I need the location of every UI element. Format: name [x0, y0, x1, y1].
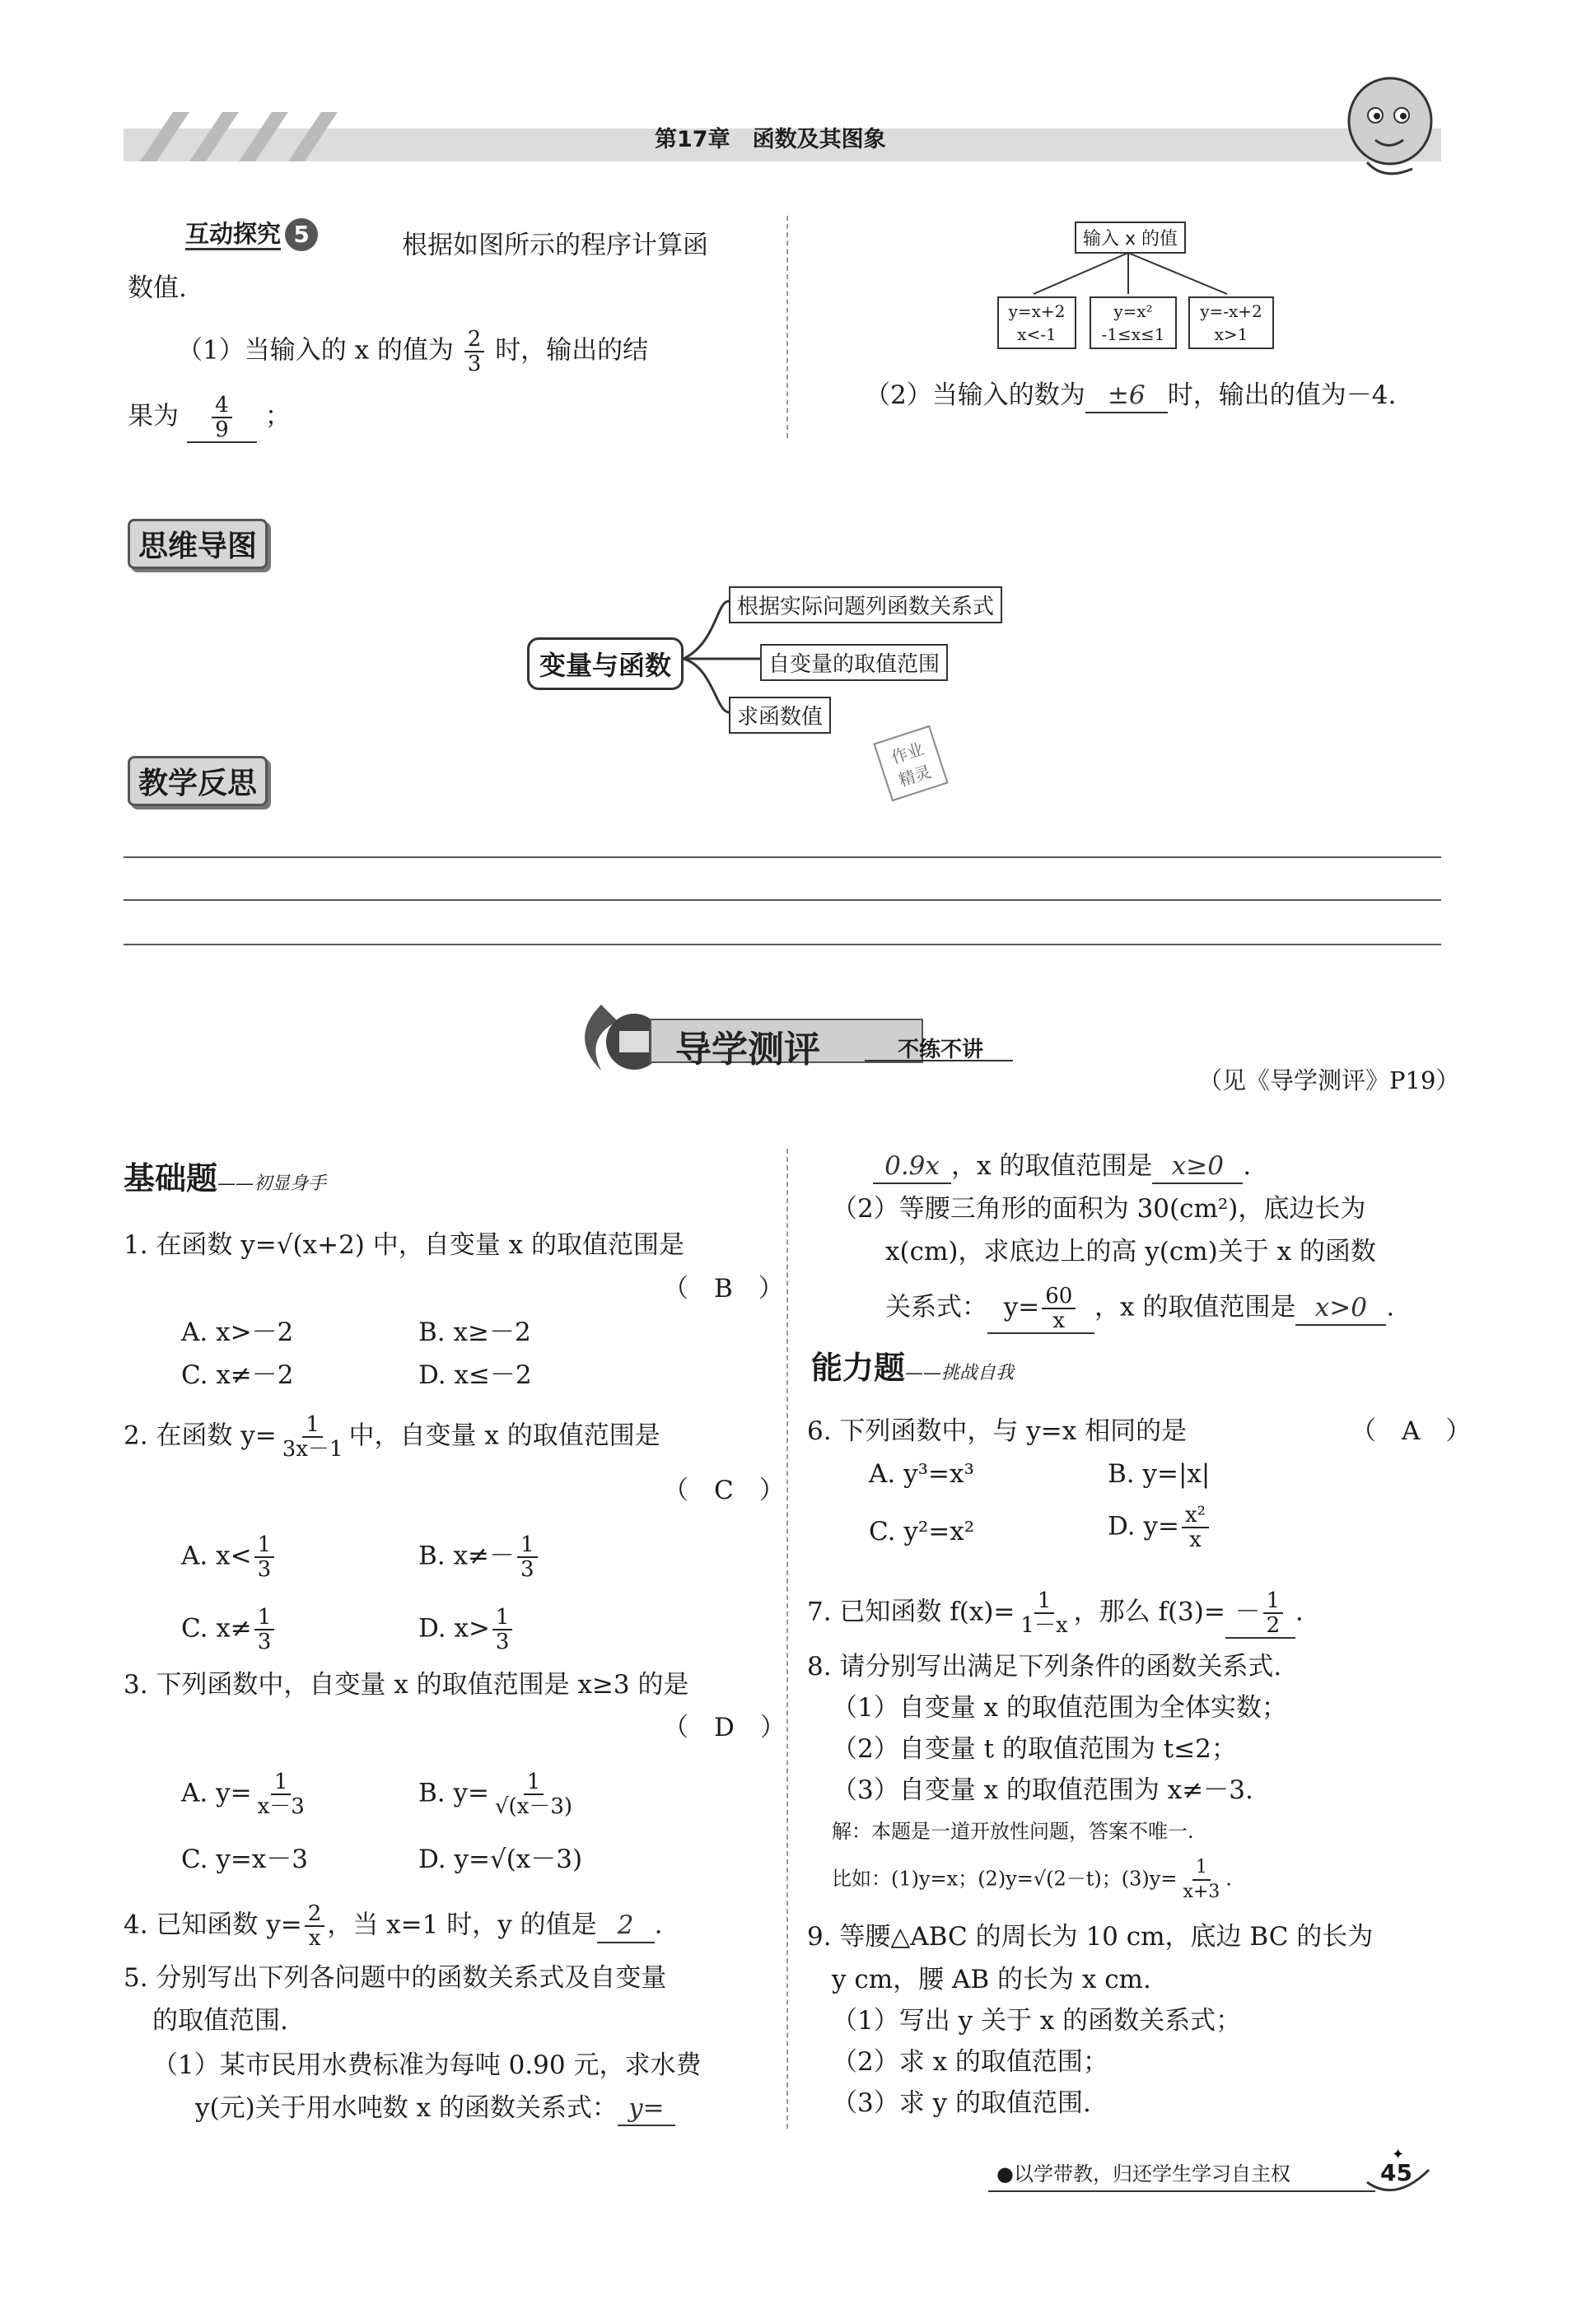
q8-example: 比如：(1)y=x；(2)y=√(2－t)；(3)y= $\frac{1}{x+3}$ .	[832, 1857, 1232, 1902]
banner-title: 导学测评	[675, 1029, 820, 1071]
q2-option-a: A. x< $\frac{1}{3}$	[181, 1533, 277, 1581]
q2-answer: （ C ）	[663, 1476, 785, 1505]
q1-answer: （ B ）	[663, 1274, 784, 1304]
q9-2: （2）求 x 的取值范围；	[832, 2047, 1108, 2077]
q5-2: （2）等腰三角形的面积为 30(cm²)，底边长为	[832, 1194, 1366, 1224]
q9-1: （1）写出 y 关于 x 的函数关系式；	[832, 2006, 1242, 2036]
q1-option-d: D. x≤－2	[418, 1360, 532, 1390]
q8: 8. 请分别写出满足下列条件的函数关系式.	[807, 1652, 1282, 1682]
q6-answer: （ A ）	[1351, 1416, 1472, 1446]
svg-text:✦: ✦	[1392, 2146, 1405, 2163]
mindmap-branch-1: 根据实际问题列函数关系式	[729, 586, 1002, 623]
flow-input: 输入 x 的值	[1075, 222, 1186, 254]
reflect-label: 教学反思	[128, 756, 268, 806]
q9: 9. 等腰△ABC 的周长为 10 cm，底边 BC 的长为	[807, 1922, 1374, 1952]
q9-3: （3）求 y 的取值范围.	[832, 2088, 1091, 2118]
q5: 5. 分别写出下列各问题中的函数关系式及自变量	[124, 1963, 667, 1993]
column-divider-top	[786, 216, 788, 438]
page-number: ✦ 45	[1359, 2141, 1433, 2199]
footer-line	[988, 2190, 1375, 2192]
q3-option-a: A. y= $\frac{1}{x-3}$	[181, 1770, 305, 1819]
reflect-line-1	[124, 856, 1441, 858]
reflect-line-3	[124, 944, 1441, 945]
q5-2-line3: 关系式： y= $\frac{60}{x}$ ，x 的取值范围是 x>0 .	[885, 1284, 1395, 1333]
q3-option-b: B. y= $\frac{1}{√(x-3)}$	[418, 1770, 573, 1819]
q9-line2: y cm，腰 AB 的长为 x cm.	[832, 1965, 1151, 1994]
ability-heading: 能力题——挑战自我	[811, 1350, 1015, 1386]
explore-lead2: 数值.	[128, 273, 187, 303]
mindmap-branch-2: 自变量的取值范围	[760, 644, 948, 681]
q3: 3. 下列函数中，自变量 x 的取值范围是 x≥3 的是	[124, 1670, 689, 1700]
q2-option-d: D. x> $\frac{1}{3}$	[418, 1606, 515, 1654]
chapter-title: 第17章 函数及其图象	[655, 127, 886, 152]
mindmap-center: 变量与函数	[527, 637, 684, 690]
q1: 1. 在函数 y=√(x+2) 中，自变量 x 的取值范围是	[124, 1230, 684, 1260]
q2: 2. 在函数 y= $\frac{1}{3x-1}$ 中，自变量 x 的取值范围是	[124, 1412, 660, 1462]
q4: 4. 已知函数 y= $\frac{2}{x}$ ，当 x=1 时，y 的值是 2 .	[124, 1901, 663, 1951]
q5-1: （1）某市民用水费标准为每吨 0.90 元，求水费	[152, 2050, 702, 2080]
explore-badge: 互动探究 5	[185, 216, 318, 251]
q8-1: （1）自变量 x 的取值范围为全体实数；	[832, 1693, 1287, 1723]
basic-heading: 基础题——初显身手	[124, 1160, 327, 1196]
column-divider	[786, 1149, 788, 2129]
banner-reference: （见《导学测评》P19）	[1198, 1066, 1460, 1094]
q8-3: （3）自变量 x 的取值范围为 x≠－3.	[832, 1775, 1253, 1805]
test-banner	[552, 996, 1013, 1079]
footer-motto: ●以学带教，归还学生学习自主权	[996, 2162, 1290, 2185]
flow-branch-1: y=x+2 x<-1	[997, 296, 1076, 349]
stamp: 作业 精灵	[873, 725, 948, 802]
q3-answer: （ D ）	[663, 1713, 786, 1742]
q5-1-answer: 0.9x ，x 的取值范围是 x≥0 .	[873, 1150, 1251, 1184]
q1-option-c: C. x≠－2	[181, 1360, 294, 1390]
flow-branch-2: y=x² -1≤x≤1	[1090, 296, 1177, 349]
explore-q2: （2）当输入的数为 ±6 时，输出的值为－4.	[865, 379, 1396, 413]
mindmap	[527, 576, 1038, 741]
q1-option-b: B. x≥－2	[418, 1318, 531, 1347]
explore-q1: （1）当输入的 x 的值为 $\frac{2}{3}$ 时，输出的结	[177, 327, 649, 376]
q5-line2: 的取值范围.	[152, 2006, 288, 2036]
mascot-icon	[1334, 70, 1441, 189]
q3-option-c: C. y=x－3	[181, 1845, 309, 1874]
mindmap-branch-3: 求函数值	[729, 697, 831, 734]
flow-branch-3: y=-x+2 x>1	[1188, 296, 1274, 349]
flowchart	[984, 218, 1445, 366]
q5-2-line2: x(cm)，求底边上的高 y(cm)关于 x 的函数	[885, 1237, 1376, 1266]
q1-option-a: A. x>－2	[181, 1318, 294, 1347]
badge-number: 5	[285, 218, 318, 251]
q2-option-c: C. x≠ $\frac{1}{3}$	[181, 1606, 277, 1654]
explore-lead: 根据如图所示的程序计算函	[402, 231, 708, 260]
q8-solution: 解：本题是一道开放性问题，答案不唯一.	[832, 1820, 1194, 1843]
q2-option-b: B. x≠－ $\frac{1}{3}$	[418, 1533, 540, 1581]
q3-option-d: D. y=√(x－3)	[418, 1845, 583, 1874]
explore-q1-answer: 果为 $\frac{4}{9}$ ；	[128, 393, 291, 442]
q5-1-line2: y(元)关于用水吨数 x 的函数关系式： y=	[195, 2092, 675, 2126]
q8-2: （2）自变量 t 的取值范围为 t≤2；	[832, 1734, 1237, 1764]
q6-option-a: A. y³=x³	[869, 1459, 974, 1489]
q6-option-c: C. y²=x²	[869, 1517, 975, 1546]
mindmap-label: 思维导图	[128, 519, 268, 569]
q6: 6. 下列函数中，与 y=x 相同的是	[807, 1416, 1188, 1446]
q7: 7. 已知函数 f(x)= $\frac{1}{1-x}$ ，那么 f(3)= － $\frac{1}{2}$ .	[807, 1588, 1304, 1638]
q6-option-d: D. y= $\frac{\text{x²}}{x}$	[1108, 1504, 1211, 1551]
reflect-line-2	[124, 899, 1441, 901]
q6-option-b: B. y=|x|	[1108, 1459, 1211, 1489]
banner-slogan: 不练不讲	[898, 1038, 984, 1062]
